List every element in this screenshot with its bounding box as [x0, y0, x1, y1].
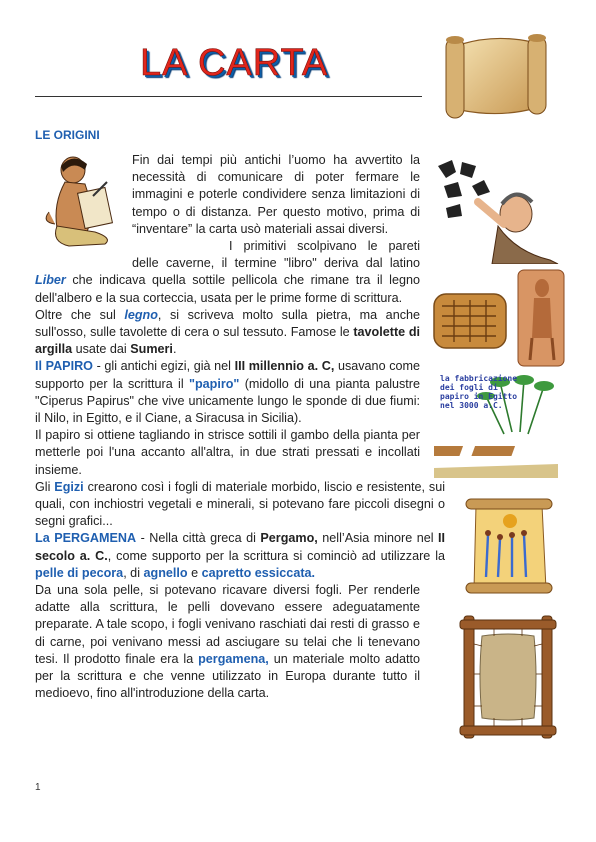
page-title: LA CARTA — [140, 42, 329, 84]
paragraph-8: Da una sola pelle, si potevano ricavare diversi fogli. Per renderle adatte alla scrittura, le pelli dovevano essere adeguatamente preparate. A tale scopo, i fogli venivano raschiati dai resti di grasso e di carne, poi venivano messi ad asciugare su telai che li tenevano tesi. Il prodotto finale era la pergamena, un materiale molto adatto per la scrittura e che venne utilizzato in Europa durante tutto il medioevo, fino all'introduzione della carta. — [35, 583, 420, 701]
paragraph-5: Il papiro si ottiene tagliando in strisce sottili il gambo della pianta per metterle poi l'una accanto all'altra, in due strati pressati e incollati insieme. — [35, 428, 420, 477]
scribe-boy-icon — [35, 152, 132, 258]
egyptian-scroll-icon — [462, 495, 556, 599]
papyrus-making-icon — [434, 372, 558, 478]
page-number: 1 — [35, 782, 41, 793]
paragraph-7: La PERGAMENA - Nella città greca di Pergamo, nell’Asia minore nel II secolo a. C., come supporto per la scrittura si cominciò ad utilizzare la pelle di pecora, di agnello e capretto essiccata. — [35, 531, 446, 580]
parchment-frame-icon — [458, 614, 558, 740]
paragraph-4: Il PAPIRO - gli antichi egizi, già nel III millennio a. C, usavano come supporto per la scrittura il "papiro" (midollo di una pianta palustre "Ciperus Papirus" che vive unicamente lungo le sponde di due fiumi: il Nilo, in Egitto, e il Ciane, a Siracusa in Sicilia). — [35, 359, 420, 426]
paragraph-3: Oltre che sul legno, si scriveva molto sulla pietra, ma anche sull'osso, sulle tavolette di cera o sul tessuto. Famose le tavolette di argilla usate dai Sumeri. — [35, 307, 421, 357]
clay-tablet-icon — [430, 290, 510, 352]
section-heading: LE ORIGINI — [35, 128, 100, 142]
body-text — [35, 152, 446, 703]
scroll-icon — [440, 30, 552, 122]
title-divider — [35, 96, 422, 97]
egyptian-relief-icon — [516, 268, 566, 368]
cave-painter-icon — [432, 156, 560, 264]
paragraph-1: Fin dai tempi più antichi l’uomo ha avvertito la necessità di comunicare di poter fermare le immagini e poterle condividere senza limitazioni di tempo o di distanza. Per questo motivo, prima di “inventare” la carta usò materiali assai diversi. — [132, 153, 420, 236]
papyrus-caption: la fabbricazione dei fogli di papiro in Egitto nel 3000 a.C. — [440, 374, 518, 410]
paragraph-2: I primitivi scolpivano le pareti delle caverne, il termine "libro" deriva dal latino Liber che indicava quella sottile pellicola che rimane tra il legno dell'albero e la sua corteccia, usata per le prime forme di scrittura. — [35, 239, 420, 305]
paragraph-6: Gli Egizi crearono così i fogli di materiale morbido, liscio e resistente, sui quali, con inchiostri vegetali e minerali, si potevano fare piccoli disegni o segni grafici... — [35, 479, 446, 529]
